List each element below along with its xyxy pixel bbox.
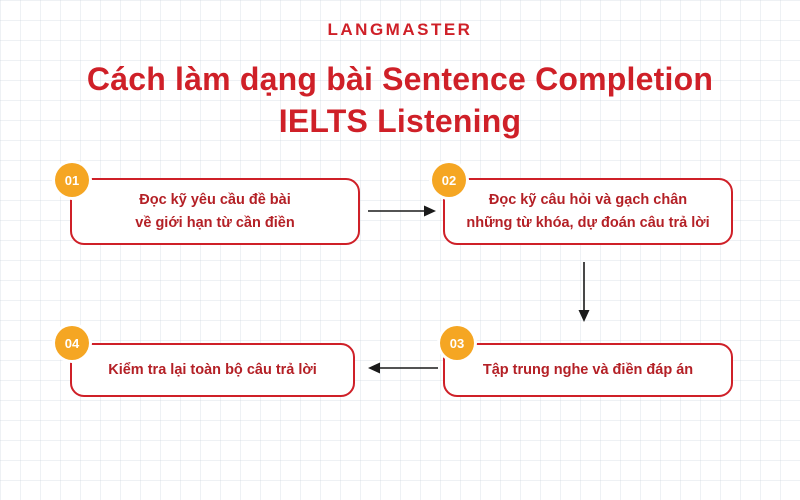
step-badge-2: 02 [432, 163, 466, 197]
step-badge-1: 01 [55, 163, 89, 197]
page-title [0, 58, 800, 142]
step-card-1-line-2: về giới hạn từ cần điền [135, 214, 295, 231]
page-title-line-1: Cách làm dạng bài Sentence Completion [86, 61, 714, 97]
step-card-2 [443, 178, 733, 245]
step-card-4-line-1: Kiểm tra lại toàn bộ câu trả lời [108, 361, 317, 378]
step-badge-3: 03 [440, 326, 474, 360]
page-title-line-2: IELTS Listening [278, 103, 522, 140]
step-card-1-line-1: Đọc kỹ yêu cầu đề bài [139, 192, 291, 209]
step-card-3-line-1: Tập trung nghe và điền đáp án [482, 361, 694, 378]
brand-logo-langmaster: LANGMASTER [327, 20, 473, 39]
step-card-1-text [135, 189, 294, 234]
step-badge-4: 04 [55, 326, 89, 360]
step-card-4 [70, 343, 355, 397]
arrow-step1-to-step2-icon [368, 203, 438, 219]
step-card-2-line-1: Đọc kỹ câu hỏi và gạch chân [488, 192, 688, 209]
step-card-1 [70, 178, 360, 245]
step-card-2-text [466, 189, 709, 234]
step-card-3 [443, 343, 733, 397]
step-card-2-line-2: những từ khóa, dự đoán câu trả lời [466, 214, 710, 231]
arrow-step3-to-step4-icon [366, 360, 438, 376]
arrow-step2-to-step3-icon [576, 262, 592, 324]
